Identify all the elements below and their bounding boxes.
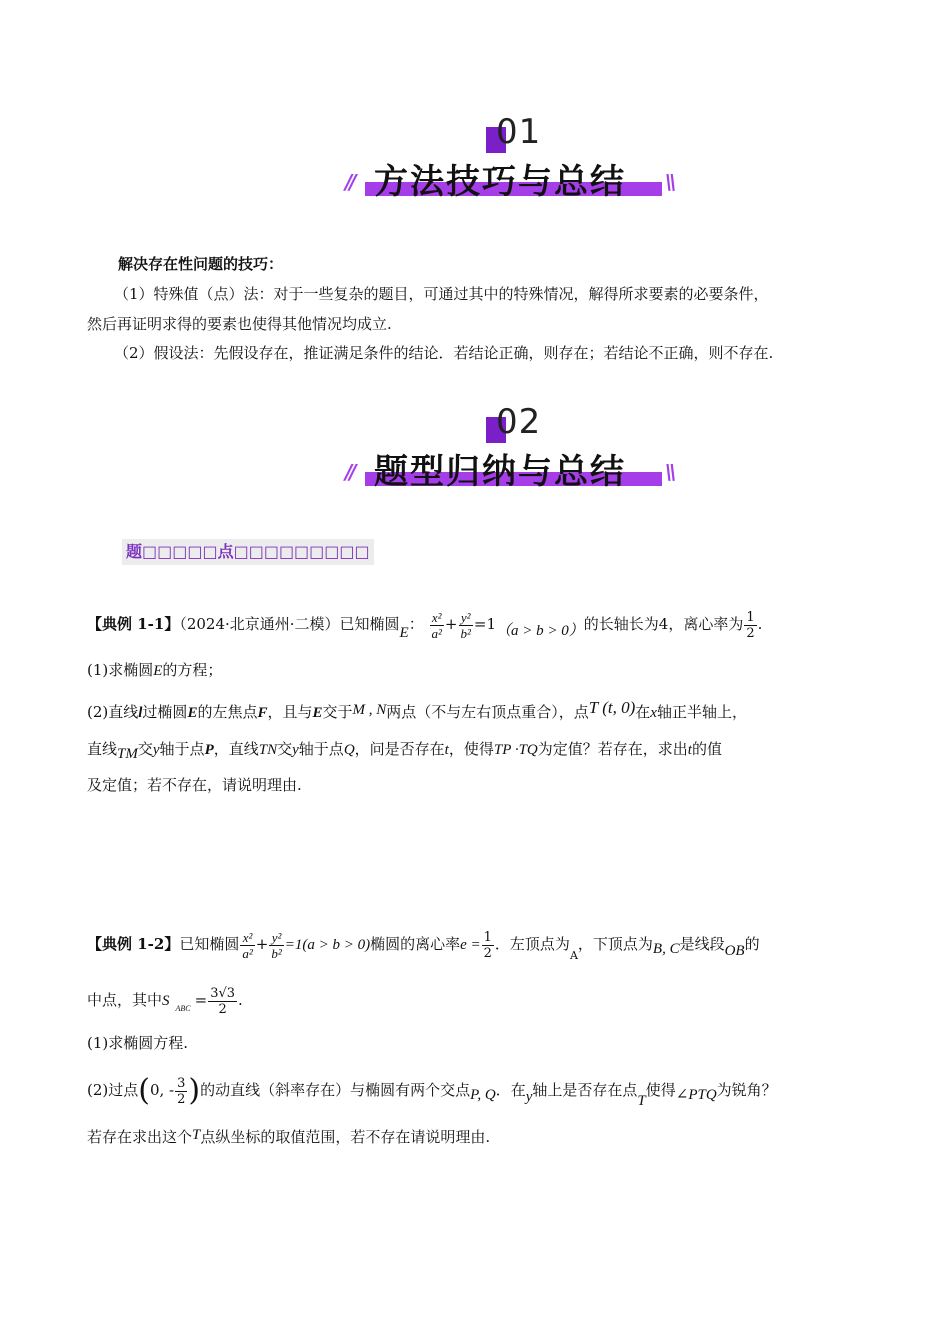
numerator: 1 (746, 609, 755, 625)
text: 轴上是否存在点 (532, 1081, 638, 1099)
example-1-2-line-2 (87, 982, 243, 1027)
text: . (238, 991, 243, 1009)
example-1-1-line-1: 【典例 1-1】（2024·北京通州·二模）已知椭圆E： $\frac{\text{x²}}{\text{a²}}$ + $\frac{\text{y²}}{\text{b²}}$ =1（a > b > 0）的长轴长为4，离心率为 $\frac{1}{2}$ . (87, 609, 763, 641)
example-1-2-question-2 (87, 1070, 777, 1121)
denominator: 2 (746, 625, 755, 641)
text: ，且与 (267, 703, 313, 721)
point-bracket: ( (138, 1073, 150, 1108)
symbol: T (192, 1127, 201, 1143)
text: ．左顶点为 (494, 935, 570, 953)
left-slash-decoration: // (345, 460, 354, 484)
text: ，下顶点为 (577, 935, 653, 953)
fraction-area (208, 986, 237, 1017)
point-bracket: ) (188, 1073, 201, 1108)
symbol: P (204, 742, 214, 758)
text: 的左焦点 (197, 703, 258, 721)
symbol: y (525, 1089, 533, 1105)
example-1-1-question-1 (87, 659, 222, 682)
condition: （a > b > 0） (496, 623, 584, 639)
text: 为锐角？ (716, 1081, 777, 1099)
fraction-half (482, 930, 494, 961)
text: 使得 (645, 1081, 676, 1099)
example-label: 【典例 1-1】 (87, 615, 180, 633)
example-1-1-question-2-line-3: 及定值；若不存在，请说明理由. (87, 776, 302, 794)
symbol: T (t, 0) (588, 698, 636, 717)
symbol: e = (460, 937, 481, 953)
subscript: ABC (175, 1004, 191, 1013)
text: 两点（不与左右顶点重合），点 (386, 703, 589, 721)
example-1-2-question-2-line-2 (87, 1124, 490, 1148)
fraction-half (744, 610, 756, 641)
denominator: a² (431, 625, 442, 641)
point-coordinates: 0, - (149, 1081, 175, 1099)
symbol: M , N (352, 702, 387, 718)
section-title: 方法技巧与总结 (374, 162, 626, 202)
tips-paragraph-2: （2）假设法：先假设存在，推证满足条件的结论．若结论正确，则存在；若结论不正确，则不存在. (114, 344, 774, 362)
text: 在 (635, 703, 651, 721)
colon: ： (408, 615, 424, 633)
symbol: E (187, 705, 198, 721)
fraction-y2-b2 (269, 930, 283, 961)
text: 的长轴长为4，离心率为 (583, 615, 744, 633)
equals-one: =1 (473, 615, 497, 633)
symbol: ∠PTQ (675, 1087, 717, 1103)
section-title: 题型归纳与总结 (374, 452, 626, 492)
text: 的值 (691, 740, 722, 758)
denominator: b² (460, 625, 471, 641)
denominator: 2 (483, 945, 492, 961)
denominator: a² (242, 945, 253, 961)
symbol: t (444, 742, 449, 758)
symbol: Q (343, 742, 355, 758)
text: 椭圆的离心率 (370, 935, 461, 953)
right-slash-decoration: \\ (665, 170, 674, 194)
symbol: E (312, 705, 323, 721)
period: . (757, 615, 763, 633)
ellipse-symbol: E (399, 625, 409, 641)
tips-heading: 解决存在性问题的技巧： (118, 255, 284, 273)
symbol: x (650, 705, 657, 721)
tips-paragraph-1-cont: 然后再证明求得的要素也使得其他情况均成立. (87, 315, 392, 333)
example-label: 【典例 1-2】 (87, 935, 180, 953)
example-1-1-question-2-line-2 (87, 738, 722, 765)
numerator: y² (269, 930, 283, 946)
text: ．在 (495, 1081, 526, 1099)
text: 过椭圆 (142, 703, 188, 721)
fraction-x2-a2 (240, 930, 254, 961)
text: 若存在求出这个 (87, 1128, 193, 1146)
symbol: P, Q (470, 1087, 496, 1103)
text: 为定值？若存在，求出 (537, 740, 688, 758)
text: 交于 (322, 703, 353, 721)
fraction-three-halves (175, 1076, 187, 1107)
symbol: TP ·TQ (493, 742, 538, 758)
section-header-02 (0, 402, 950, 492)
equation: =1(a > b > 0) (284, 937, 371, 953)
text: 是线段 (679, 935, 725, 953)
example-1-2-question-1: (1)求椭圆方程. (87, 1034, 189, 1052)
text: (1)求椭圆 (87, 661, 154, 679)
symbol: A (569, 949, 578, 962)
denominator: 2 (218, 1001, 227, 1017)
text: ，问是否存在 (354, 740, 445, 758)
section-number: 01 (496, 112, 542, 152)
fraction-y2-b2 (459, 610, 473, 641)
numerator: 3 (177, 1075, 186, 1091)
numerator: x² (430, 610, 444, 626)
symbol: S (162, 993, 170, 1009)
section-header-01 (0, 112, 950, 202)
text: 轴正半轴上， (656, 703, 747, 721)
symbol: TM (117, 746, 138, 762)
example-1-2-line-1: 【典例 1-2】已知椭圆 $\frac{\text{x²}}{\text{a²}}$ + $\frac{\text{y²}}{\text{b²}}$ =1(a > b > 0)椭圆的离心率e = $\frac{1}{2}$ ．左顶点为$_A$，下顶点为B, C是线段OB的 (87, 929, 760, 962)
text: 的 (744, 935, 760, 953)
text: 直线 (87, 740, 118, 758)
denominator: 2 (177, 1091, 186, 1107)
text: 交 (277, 740, 293, 758)
tips-paragraph-1: （1）特殊值（点）法：对于一些复杂的题目，可通过其中的特殊情况，解得所求要素的必要条件， (114, 285, 769, 303)
text: 轴于点 (298, 740, 344, 758)
equals: = (194, 991, 208, 1009)
topic-label: 题□□□□□点□□□□□□□□□ (122, 539, 374, 565)
symbol: B, C (652, 941, 680, 957)
text: 的方程； (162, 661, 223, 679)
fraction-x2-a2 (430, 610, 444, 641)
text: 交 (137, 740, 153, 758)
ellipse-symbol: E (153, 663, 163, 679)
text: ，使得 (448, 740, 494, 758)
text: 中点，其中 (87, 991, 163, 1009)
example-source: （2024·北京通州·二模）已知椭圆 (179, 615, 400, 633)
numerator: x² (240, 930, 254, 946)
text: 点纵坐标的取值范围，若不存在请说明理由. (200, 1128, 491, 1146)
left-slash-decoration: // (345, 170, 354, 194)
text: 轴于点 (159, 740, 205, 758)
numerator: 1 (483, 929, 492, 945)
numerator: y² (459, 610, 473, 626)
symbol: y (152, 742, 160, 758)
section-number: 02 (496, 402, 542, 442)
example-1-1-question-2 (87, 697, 747, 724)
numerator: 3√3 (210, 985, 236, 1001)
right-slash-decoration: \\ (665, 460, 674, 484)
symbol: TN (258, 742, 278, 758)
symbol: t (687, 742, 692, 758)
symbol: y (292, 742, 299, 758)
text: (2)过点 (87, 1081, 139, 1099)
text: (2)直线 (87, 703, 139, 721)
symbol: F (257, 705, 268, 721)
symbol: T (637, 1093, 646, 1109)
text: ，直线 (213, 740, 259, 758)
symbol: l (138, 705, 143, 721)
symbol: OB (724, 943, 745, 959)
denominator: b² (271, 945, 282, 961)
text: 的动直线（斜率存在）与椭圆有两个交点 (200, 1081, 471, 1099)
text: 已知椭圆 (179, 935, 240, 953)
